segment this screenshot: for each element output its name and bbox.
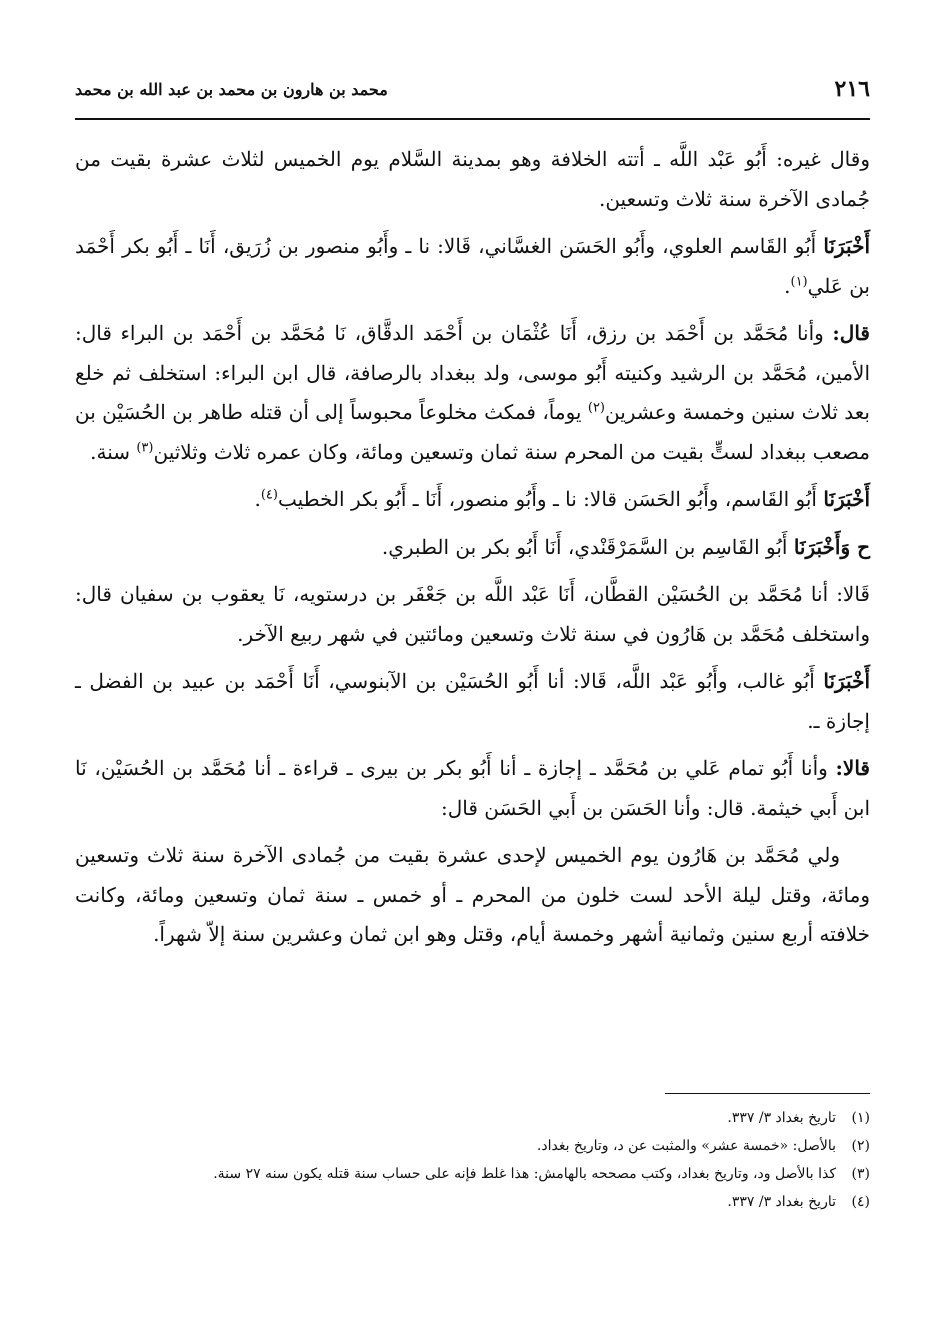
- paragraph: [75, 749, 870, 828]
- running-title: محمد بن هارون بن محمد بن عبد الله بن محمد: [75, 79, 388, 99]
- paragraph-text: وقال غيره: أَبُو عَبْد اللَّه ـ أتته الخلافة وهو بمدينة السَّلام يوم الخميس لثلاث عشرة بقيت من جُمادى الآخرة سنة ثلاث وتسعين.: [75, 147, 870, 211]
- page-header: [75, 72, 870, 106]
- paragraph-text: وأنا أَبُو تمام عَلي بن مُحَمَّد ـ إجازة ـ أنا أَبُو بكر بن بيرى ـ قراءة ـ أنا مُحَمَّد بن الحُسَيْن، نَا ابن أَبي خيثمة. قال: وأنا الحَسَن بن أَبي الحَسَن قال:: [75, 756, 870, 820]
- paragraph-tail: .: [784, 273, 791, 298]
- footnote-text: تاريخ بغداد ٣/ ٣٣٧.: [727, 1110, 836, 1126]
- paragraph: [75, 575, 870, 654]
- paragraph: [75, 314, 870, 472]
- paragraph: [75, 480, 870, 520]
- footnote-text: بالأصل: «خمسة عشر» والمثبت عن د، وتاريخ بغداد.: [536, 1138, 836, 1154]
- footnote-mark: (٢): [851, 1138, 870, 1154]
- paragraph-text: أَبُو غالب، وأَبُو عَبْد اللَّه، قَالا: أنا أَبُو الحُسَيْن بن الآبنوسي، أَنَا أَحْمَد بن عبيد بن الفضل ـ إجازة ـ.: [75, 669, 870, 733]
- paragraph-text: أَبُو القَاسم العلوي، وأَبُو الحَسَن الغسَّاني، قَالا: نا ـ وأَبُو منصور بن زُرَيق، أَنَا ـ أَبُو بكر أَحْمَد بن عَلي: [75, 234, 870, 298]
- footnotes: [75, 1104, 870, 1216]
- paragraph-tail: .: [254, 487, 261, 511]
- paragraph-text: قَالا: أنا مُحَمَّد بن الحُسَيْن القطَّان، أَنَا عَبْد اللَّه بن جَعْفَر بن درستويه، نَا يعقوب بن سفيان قال: واستخلف مُحَمَّد بن هَارُون في سنة ثلاث وتسعين ومائتين في شهر ربيع الآخر.: [75, 582, 870, 646]
- footnote: [75, 1104, 870, 1132]
- isnad-lead: ح وَأَخْبَرَنَا: [793, 534, 870, 559]
- isnad-lead: قال:: [832, 321, 870, 345]
- footnote-text: كذا بالأصل ود، وتاريخ بغداد، وكتب مصححه بالهامش: هذا غلط فإنه على حساب سنة قتله يكون سنه ٢٧ سنة.: [213, 1166, 836, 1182]
- footnote-mark: (١): [851, 1110, 870, 1126]
- paragraph-text: أَبُو القَاسِم بن السَّمَرْقَنْدي، أَنَا أَبُو بكر بن الطبري.: [381, 534, 794, 559]
- isnad-lead: أَخْبَرَنَا: [823, 487, 870, 511]
- footnote: [75, 1188, 870, 1216]
- paragraph-tail: يوماً، فمكث مخلوعاً محبوساً إلى أن قتله طاهر بن الحُسَيْن بن مصعب ببغداد لستٍّ بقيت من المحرم سنة ثمان وتسعين ومائة، وكان عمره ثلاث وثلاثين: [75, 400, 870, 464]
- paragraph: [75, 140, 870, 219]
- footnote-text: تاريخ بغداد ٣/ ٣٣٧.: [727, 1194, 836, 1210]
- paragraph: [75, 227, 870, 306]
- footnote: [75, 1160, 870, 1188]
- paragraph: [75, 836, 870, 955]
- footnote-rule: [665, 1093, 870, 1094]
- footnote-ref: (٢): [587, 400, 605, 416]
- paragraph-text: وأنا مُحَمَّد بن أَحْمَد بن رزق، أَنَا عُثْمَان بن أَحْمَد الدقَّاق، نَا مُحَمَّد بن أَحْمَد بن البراء قال: الأمين، مُحَمَّد بن الرشيد وكنيته أَبُو موسى، ولد ببغداد بالرصافة، قال ابن البراء: استخلف ثم خلع بعد ثلاث سنين وخمسة وعشرين: [75, 321, 870, 424]
- footnote-mark: (٤): [851, 1194, 870, 1210]
- footnote-ref: (٤): [260, 487, 278, 503]
- footnote-ref: (٣): [136, 439, 154, 455]
- paragraph: [75, 528, 870, 568]
- paragraph: [75, 662, 870, 741]
- paragraph-text: أَبُو القَاسم، وأَبُو الحَسَن قالا: نا ـ وأَبُو منصور، أَنَا ـ أَبُو بكر الخطيب: [277, 487, 824, 511]
- header-rule: [75, 118, 870, 120]
- paragraph-text: ولي مُحَمَّد بن هَارُون يوم الخميس لإحدى عشرة بقيت من جُمادى الآخرة سنة ثلاث وتسعين ومائة، وقتل ليلة الأحد لست خلون من المحرم ـ أو خمس ـ سنة ثمان وتسعين ومائة، وكانت خلافته أربع سنين وثمانية أشهر وخمسة أيام، وقتل وهو ابن ثمان وعشرين سنة إلاّ شهراً.: [75, 843, 870, 946]
- isnad-lead: أَخْبَرَنَا: [823, 669, 870, 693]
- paragraph-tail: سنة.: [90, 439, 137, 464]
- page-number: ٢١٦: [834, 76, 870, 102]
- isnad-lead: أَخْبَرَنَا: [823, 234, 870, 258]
- footnote-ref: (١): [790, 273, 808, 289]
- isnad-lead: قالا:: [835, 756, 870, 780]
- footnote: [75, 1132, 870, 1160]
- footnote-mark: (٣): [851, 1166, 870, 1182]
- main-text: [75, 140, 870, 963]
